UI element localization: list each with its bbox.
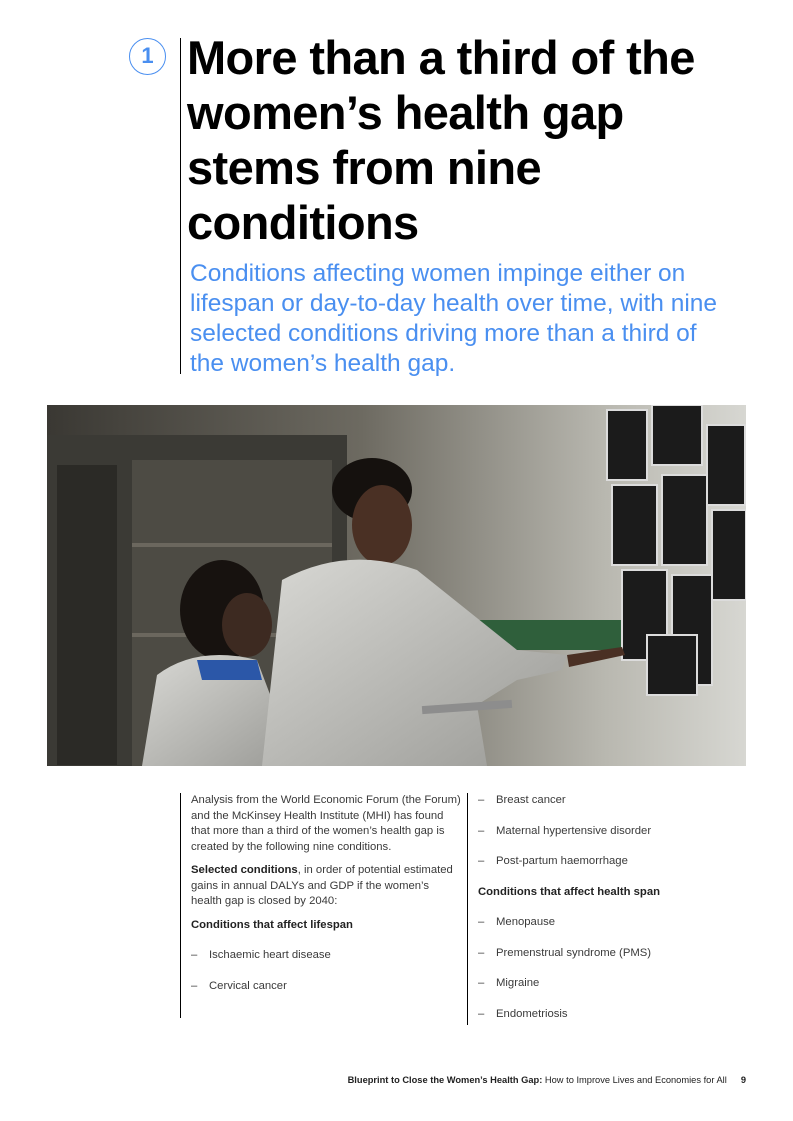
list-item	[191, 979, 462, 995]
page-number: 9	[740, 1075, 746, 1085]
dash-bullet: –	[478, 977, 485, 989]
list-item	[478, 976, 723, 992]
dash-bullet: –	[478, 916, 485, 928]
dash-bullet: –	[478, 794, 485, 806]
list-item-label: Menopause	[496, 916, 556, 928]
list-item-label: Premenstrual syndrome (PMS)	[496, 946, 652, 959]
list-item-label: Post-partum haemorrhage	[496, 855, 628, 867]
list-item-label: Breast cancer	[496, 794, 566, 806]
list-item	[478, 915, 723, 931]
page-footer	[348, 1075, 746, 1085]
section-number-badge: 1	[129, 38, 166, 75]
selected-conditions-paragraph	[191, 863, 462, 910]
list-item-label: Endometriosis	[496, 1007, 568, 1020]
dash-bullet: –	[478, 855, 485, 867]
list-item	[478, 793, 723, 809]
dash-bullet: –	[191, 949, 198, 961]
intro-paragraph: Analysis from the World Economic Forum (the Forum) and the McKinsey Health Institute (MHI) has found that more than a third of the women’s health gap is created by the following nine conditions.	[191, 794, 461, 853]
page-subtitle: Conditions affecting women impinge either on lifespan or day-to-day health over time, with nine selected conditions driving more than a third of the women’s health gap.	[190, 260, 718, 377]
page-title: More than a third of the women’s health gap stems from nine conditions	[187, 31, 695, 249]
list-item	[191, 948, 462, 964]
dash-bullet: –	[478, 824, 485, 837]
list-item-label: Maternal hypertensive disorder	[496, 824, 652, 837]
list-item-label: Cervical cancer	[209, 980, 287, 992]
dash-bullet: –	[478, 946, 485, 959]
list-item	[478, 946, 723, 962]
dash-bullet: –	[478, 1007, 485, 1020]
dash-bullet: –	[191, 980, 198, 992]
list-item-label: Ischaemic heart disease	[209, 949, 331, 961]
list-item	[478, 854, 723, 870]
selected-conditions-label: Selected conditions	[191, 864, 298, 876]
list-item	[478, 824, 723, 840]
footer-title-rest: How to Improve Lives and Economies for All	[542, 1075, 727, 1085]
selected-conditions-text: , in order of potential estimated gains in annual DALYs and GDP if the women’s health gap is closed by 2040:	[191, 864, 453, 907]
body-column-left	[180, 793, 462, 1018]
footer-title-bold: Blueprint to Close the Women’s Health Gap:	[347, 1075, 543, 1085]
healthspan-heading: Conditions that affect health span	[478, 885, 661, 898]
header-divider	[180, 38, 181, 374]
lifespan-heading: Conditions that affect lifespan	[191, 918, 353, 931]
list-item	[478, 1007, 723, 1023]
body-column-right	[467, 793, 723, 1025]
list-item-label: Migraine	[496, 977, 540, 989]
doctors-xray-photo	[47, 405, 746, 766]
